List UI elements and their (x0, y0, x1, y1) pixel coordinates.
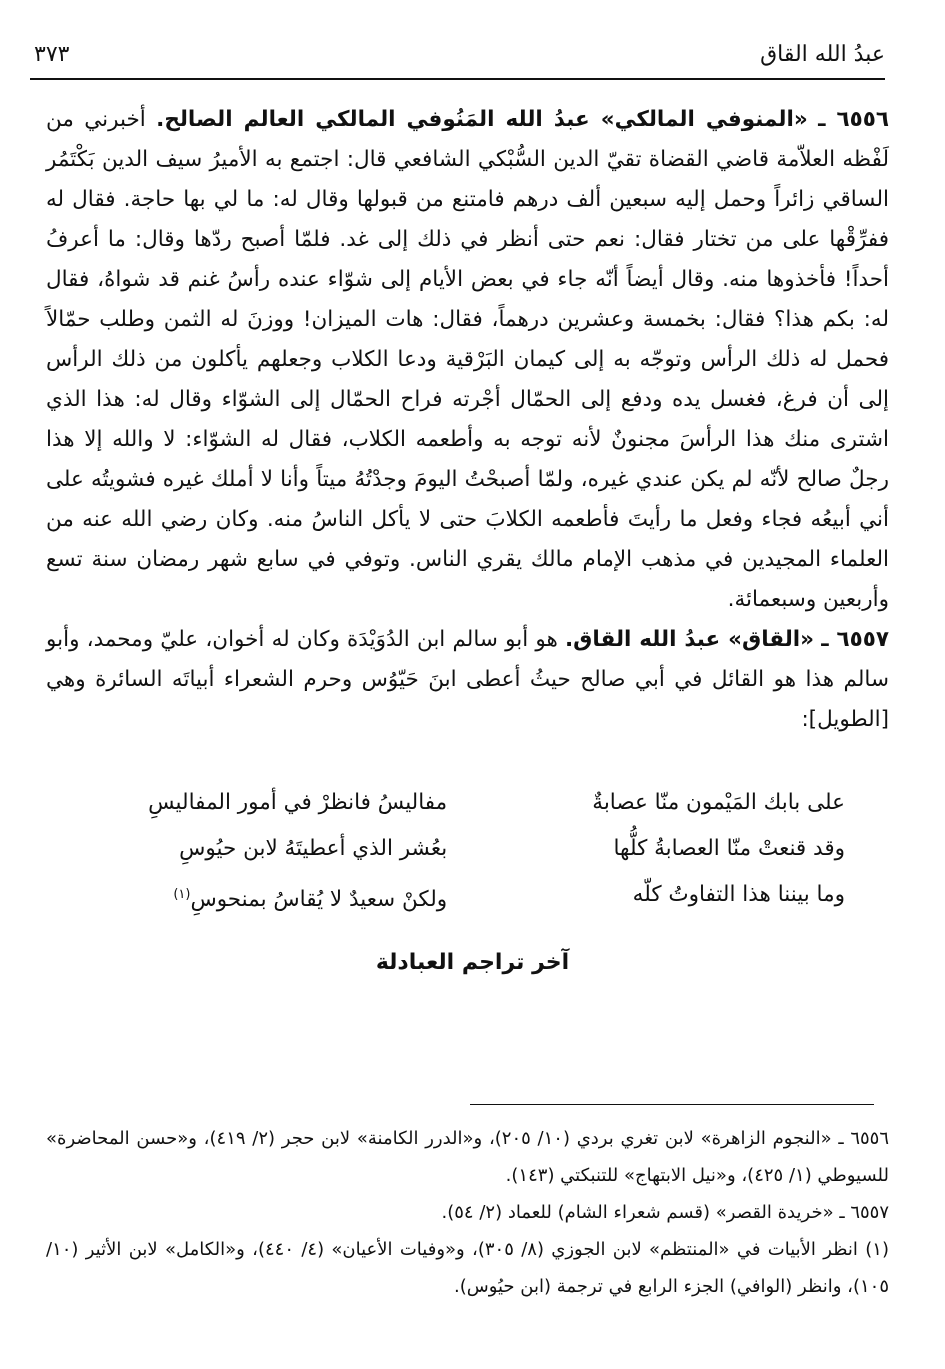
entry-heading: «القاق» عبدُ الله القاق. (565, 627, 815, 652)
entry-number: ٦٥٥٦ ـ (818, 107, 889, 132)
entry-6557 (46, 620, 889, 740)
closing-title: آخر تراجم العبادلة (375, 950, 570, 975)
poem-hemistich-first: وقد قنعتْ منّا العصابةُ كلُّها (613, 836, 845, 861)
running-title: عبدُ الله القاق (760, 42, 885, 67)
poem-verse (80, 826, 845, 872)
poem-hemistich-first: على بابك المَيْمون منّا عصابةٌ (592, 790, 845, 815)
footnote (46, 1231, 889, 1305)
footnotes (46, 1120, 889, 1305)
footnote (46, 1120, 889, 1194)
poem (80, 780, 845, 918)
footnote-divider (470, 1104, 874, 1105)
page-header (30, 28, 885, 80)
footnote-label: ٦٥٥٧ ـ (839, 1202, 889, 1223)
poem-hemistich-second (80, 872, 447, 918)
entry-6556 (46, 100, 889, 620)
entry-text: أخبرني من لَفْظه العلاّمة قاضي القضاة تقيّ الدين السُّبْكي الشافعي قال: اجتمع به الأميرُ سيف الدين بَكْتَمُر الساقي زائراً وحمل إليه سبعين ألف درهم فامتنع من قبولها وقال له: ما لي بها حاجة. فقال له ففرِّقْها على من تختار فقال: نعم حتى أنظر في ذلك إلى غد. فلمّا أصبح ردّها وقال: ما أعرفُ أحداً! فأخذوها منه. وقال أيضاً أنّه جاء في بعض الأيام إلى شوّاء عنده رأسُ غنم قد شواهُ، فقال له: بكم هذا؟ فقال: بخمسة وعشرين درهماً، فقال: هات الميزان! ووزنَ له الثمن وطلب حمّالاً فحمل له ذلك الرأس وتوجّه به إلى كيمان البَرْقية ودعا الكلاب وجعلهم يأكلون من ذلك الرأس إلى أن فرغ، فغسل يده ودفع إلى الحمّال أجْرته فراح الحمّال إلى الشوّاء وقال له: هذا الذي اشترى منك هذا الرأسَ مجنونٌ لأنه توجه به وأطعمه الكلاب، فقال له الشوّاء: لا والله إلا هذا رجلٌ صالح لأنّه لم يكن عندي غيره، ولمّا أصبحْتُ اليومَ وجدْتُهُ ميتاً وأنا لا أملك غيره فشويتُه على أني أبيعُه فجاء وفعل ما رأيتَ فأطعمه الكلابَ حتى لا يأكل الناسُ منه. وكان رضي الله عنه من العلماء المجيدين في مذهب الإمام مالك يقري الناس. وتوفي في سابع شهر رمضان سنة تسع وأربعين وسبعمائة. (46, 107, 889, 612)
footnote-text: «خريدة القصر» (قسم شعراء الشام) للعماد (٢/ ٥٤). (441, 1202, 834, 1223)
entry-heading: «المنوفي المالكي» عبدُ الله المَنُوفي المالكي العالم الصالح. (156, 107, 808, 132)
poem-hemistich-second: مفاليسُ فانظرْ في أمور المفاليسِ (148, 790, 448, 815)
poem-verse (80, 780, 845, 826)
footnote-label: ٦٥٥٦ ـ (838, 1128, 889, 1149)
poem-hemistich-text: ولكنْ سعيدٌ لا يُقاسُ بمنحوسِ (190, 887, 448, 913)
footnote-text: انظر الأبيات في «المنتظم» لابن الجوزي (٨/ ٣٠٥)، و«وفيات الأعيان» (٤/ ٤٤٠)، و«الكامل» لابن الأثير (١٠/ ١٠٥)، وانظر (الوافي) الجزء الرابع في ترجمة (ابن حيُوس). (46, 1239, 889, 1297)
footnote-marker: (١) (173, 887, 191, 902)
footnote (46, 1194, 889, 1231)
footnote-text: «النجوم الزاهرة» لابن تغري بردي (١٠/ ٢٠٥)، و«الدرر الكامنة» لابن حجر (٢/ ٤١٩)، و«حسن المحاضرة» للسيوطي (١/ ٤٢٥)، و«نيل الابتهاج» للتنبكتي (١٤٣). (46, 1128, 889, 1186)
page-number: ٣٧٣ (34, 42, 70, 67)
entry-number: ٦٥٥٧ ـ (821, 627, 889, 652)
poem-hemistich-first: وما بيننا هذا التفاوتُ كلّه (632, 882, 845, 907)
footnote-label: (١) (865, 1239, 889, 1260)
entry-text: هو أبو سالم ابن الدُوَيْدَة وكان له أخوان، عليّ ومحمد، وأبو سالم هذا هو القائل في أبي صالح حيثُ أعطى ابنَ حَيّوُس وحرم الشعراء أبياتَه السائرة وهي [الطويل]: (46, 627, 889, 732)
poem-verse (80, 872, 845, 918)
poem-hemistich-second: بعُشر الذي أعطيتَهُ لابن حيُوسِ (179, 836, 448, 861)
main-text (46, 100, 889, 740)
